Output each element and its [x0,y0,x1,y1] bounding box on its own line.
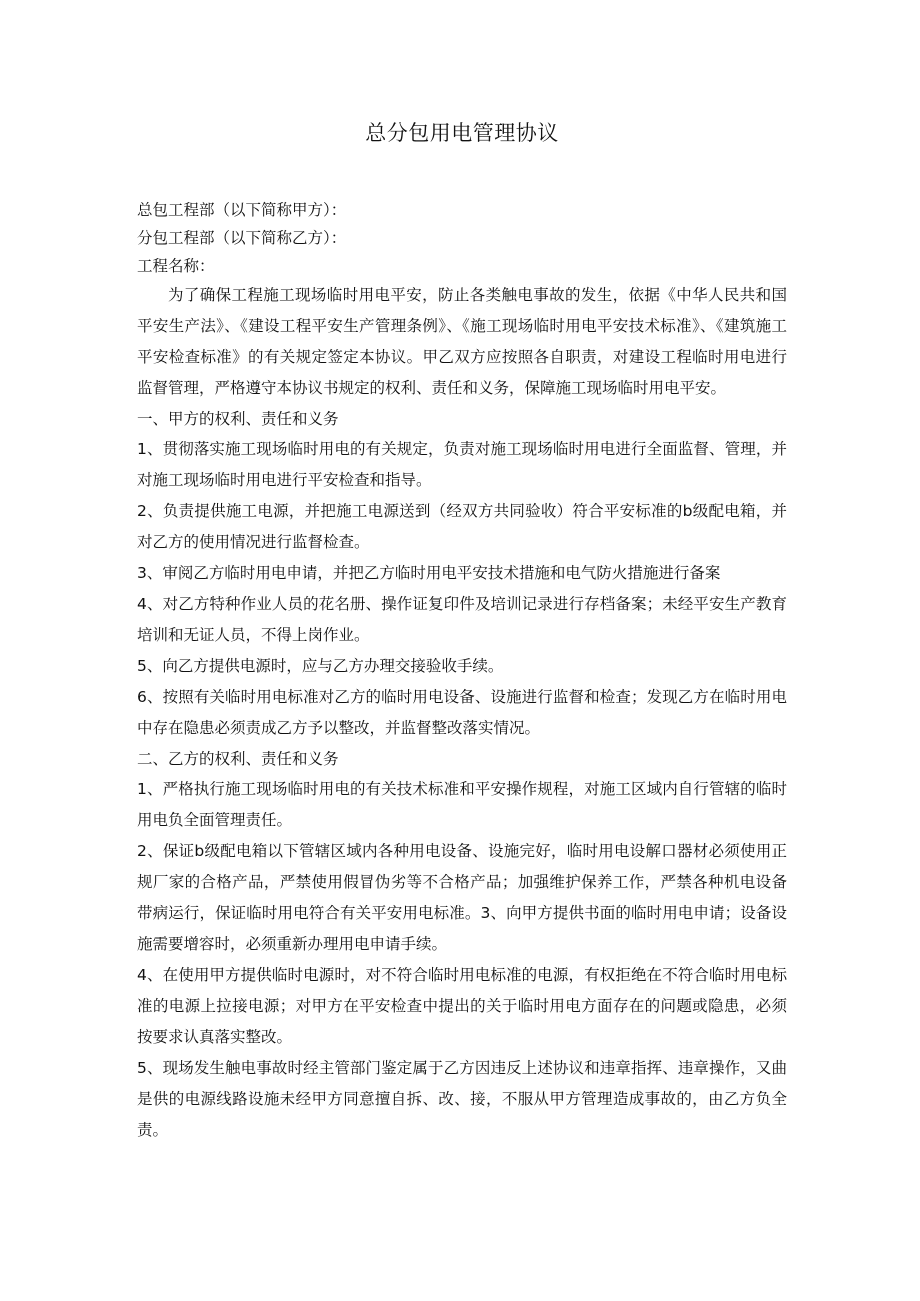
project-name-field: 工程名称： [137,257,215,275]
section1-item: 2、负责提供施工电源，并把施工电源送到（经双方共同验收）符合平安标准的b级配电箱，并对乙方的使用情况进行监督检查。 [137,502,787,551]
section1-item: 6、按照有关临时用电标准对乙方的临时用电设备、设施进行监督和检查；发现乙方在临时用电中存在隐患必须责成乙方予以整改，并监督整改落实情况。 [137,688,787,737]
section1-item: 3、审阅乙方临时用电申请，并把乙方临时用电平安技术措施和电气防火措施进行备案 [137,564,721,582]
section2-item: 5、现场发生触电事故时经主管部门鉴定属于乙方因违反上述协议和违章指挥、违章操作，又曲是供的电源线路设施未经甲方同意擅自拆、改、接，不服从甲方管理造成事故的，由乙方负全责。 [137,1059,787,1139]
section2-item: 4、在使用甲方提供临时电源时，对不符合临时用电标准的电源，有权拒绝在不符合临时用电标准的电源上拉接电源；对甲方在平安检查中提出的关于临时用电方面存在的问题或隐患，必须按要求认真落实整改。 [137,966,787,1046]
section2-item: 1、严格执行施工现场临时用电的有关技术标准和平安操作规程，对施工区域内自行管辖的临时用电负全面管理责任。 [137,780,787,829]
section1-item: 1、贯彻落实施工现场临时用电的有关规定，负责对施工现场临时用电进行全面监督、管理，并对施工现场临时用电进行平安检查和指导。 [137,440,787,489]
section2-heading: 二、乙方的权利、责任和义务 [137,750,339,768]
section2-item: 2、保证b级配电箱以下管辖区域内各种用电设备、设施完好，临时用电设解口器材必须使用正规厂家的合格产品，严禁使用假冒伪劣等不合格产品；加强维护保养工作，严禁各种机电设备带病运行，保证临时用电符合有关平安用电标准。3、向甲方提供书面的临时用电申请；设备设施需要增容时，必须重新办理用电申请手续。 [137,842,787,953]
subcontractor-field: 分包工程部（以下简称乙方）： [137,229,347,247]
section1-item: 5、向乙方提供电源时，应与乙方办理交接验收手续。 [137,657,504,675]
section1-item: 4、对乙方特种作业人员的花名册、操作证复印件及培训记录进行存档备案；未经平安生产教育培训和无证人员，不得上岗作业。 [137,595,787,644]
intro-paragraph: 为了确保工程施工现场临时用电平安，防止各类触电事故的发生，依据《中华人民共和国平安生产法》、《建设工程平安生产管理条例》、《施工现场临时用电平安技术标准》、《建筑施工平安检查标准》的有关规定签定本协议。甲乙双方应按照各自职责，对建设工程临时用电进行监督管理，严格遵守本协议书规定的权利、责任和义务，保障施工现场临时用电平安。 [137,286,787,397]
document-title: 总分包用电管理协议 [365,121,559,145]
general-contractor-field: 总包工程部（以下简称甲方）： [137,201,347,219]
section1-heading: 一、甲方的权利、责任和义务 [137,410,339,428]
document-page [137,110,787,1146]
header-fields [137,196,787,280]
